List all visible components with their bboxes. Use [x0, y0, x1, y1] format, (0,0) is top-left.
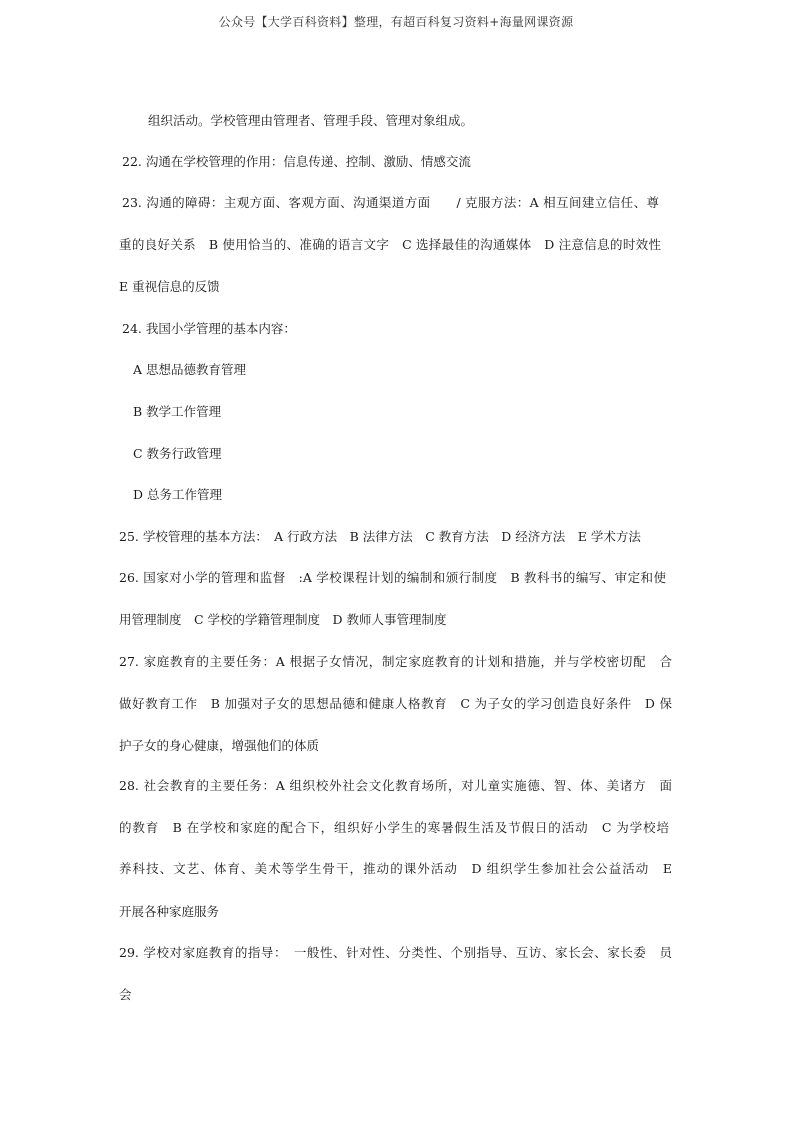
- item-26-cont: 用管理制度 C 学校的学籍管理制度 D 教师人事管理制度: [119, 612, 447, 627]
- item-24: 24. 我国小学管理的基本内容：: [122, 321, 296, 336]
- item-26: 26. 国家对小学的管理和监督 :A 学校课程计划的编制和颁行制度 B 教科书的编写、审定和使: [119, 570, 666, 585]
- item-25: 25. 学校管理的基本方法： A 行政方法 B 法律方法 C 教育方法 D 经济方法 E 学术方法: [119, 529, 641, 544]
- item-24-c: C 教务行政管理: [133, 446, 222, 461]
- item-27: 27. 家庭教育的主要任务：A 根据子女情况，制定家庭教育的计划和措施，并与学校密切配 合: [119, 654, 672, 669]
- item-27-cont: 护子女的身心健康，增强他们的体质: [119, 738, 320, 753]
- item-23-cont: E 重视信息的反馈: [119, 279, 220, 294]
- item-29-cont: 会: [119, 987, 132, 1002]
- paragraph-line: 组织活动。学校管理由管理者、管理手段、管理对象组成。: [148, 113, 474, 128]
- item-27-cont: 做好教育工作 B 加强对子女的思想品德和健康人格教育 C 为子女的学习创造良好条件 D 保: [119, 696, 672, 711]
- item-23-cont: 重的良好关系 B 使用恰当的、准确的语言文字 C 选择最佳的沟通媒体 D 注意信息的时效性: [119, 237, 661, 252]
- item-23: 23. 沟通的障碍：主观方面、客观方面、沟通渠道方面 / 克服方法：A 相互间建立信任、尊: [122, 195, 659, 210]
- item-28-cont: 的教育 B 在学校和家庭的配合下，组织好小学生的寒暑假生活及节假日的活动 C 为学校培: [119, 820, 669, 835]
- page-header: 公众号【大学百科资料】整理，有超百科复习资料+海量网课资源: [218, 15, 574, 29]
- item-24-d: D 总务工作管理: [133, 487, 222, 502]
- item-29: 29. 学校对家庭教育的指导： 一般性、针对性、分类性、个别指导、互访、家长会、家长委 员: [119, 945, 672, 960]
- item-28-cont: 开展各种家庭服务: [119, 904, 220, 919]
- item-24-a: A 思想品德教育管理: [133, 362, 247, 377]
- item-28-cont: 养科技、文艺、体育、美术等学生骨干，推动的课外活动 D 组织学生参加社会公益活动 E: [119, 861, 672, 876]
- item-24-b: B 教学工作管理: [133, 404, 222, 419]
- item-22: 22. 沟通在学校管理的作用：信息传递、控制、激励、情感交流: [122, 154, 471, 169]
- item-28: 28. 社会教育的主要任务：A 组织校外社会文化教育场所，对儿童实施德、智、体、美诸方 面: [119, 778, 672, 793]
